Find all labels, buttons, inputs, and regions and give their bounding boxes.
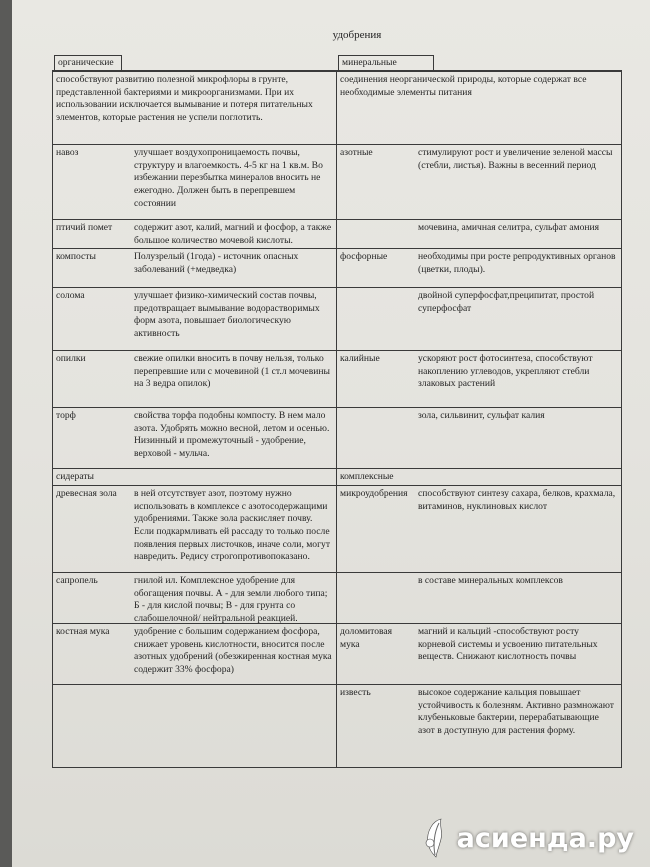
left-fertilizer-name: компосты bbox=[56, 251, 96, 263]
column-headers bbox=[52, 55, 622, 71]
left-fertilizer-name: древесная зола bbox=[56, 488, 117, 500]
right-fertilizer-description: магний и кальций -способствуют росту корневой системы и усвоению питательных веществ. Снижают кислотность почвы bbox=[418, 626, 598, 663]
mineral-header: минеральные bbox=[338, 55, 434, 71]
document-title: удобрения bbox=[332, 29, 382, 41]
left-fertilizer-name: сапропель bbox=[56, 575, 98, 587]
table-row bbox=[52, 685, 622, 768]
left-fertilizer-description: улучшает физико-химический состав почвы, предотвращает вымывание водорастворимых форм азота, повышает биологическую активность bbox=[134, 290, 320, 340]
left-fertilizer-name bbox=[53, 685, 131, 767]
left-fertilizer-description: удобрение с большим содержанием фосфора, снижает уровень кислотности, вносится после азотных удобрений (обезжиренная костная мука содержит 33% фосфора) bbox=[134, 626, 332, 676]
left-fertilizer-name: сидераты bbox=[56, 471, 94, 483]
right-fertilizer-description: зола, сильвинит, сульфат калия bbox=[418, 410, 545, 422]
right-fertilizer-name bbox=[337, 573, 415, 623]
right-fertilizer-description: в составе минеральных комплексов bbox=[418, 575, 563, 587]
right-fertilizer-name: азотные bbox=[340, 147, 373, 159]
left-fertilizer-name: опилки bbox=[56, 353, 86, 365]
table-row bbox=[52, 351, 622, 408]
right-fertilizer-description: необходимы при росте репродуктивных органов (цветки, плоды). bbox=[418, 251, 616, 275]
table-row bbox=[52, 288, 622, 351]
left-fertilizer-description: гнилой ил. Комплексное удобрение для обогащения почвы. А - для земли любого типа; Б - для кислой почвы; В - для грунта со слабошелочной/ нейтральной реакцией. bbox=[134, 575, 328, 625]
left-fertilizer-name: навоз bbox=[56, 147, 79, 159]
right-fertilizer-description: двойной суперфосфат,преципитат, простой суперфосфат bbox=[418, 290, 595, 314]
organic-header: органические bbox=[54, 55, 122, 71]
table-row bbox=[52, 408, 622, 469]
left-fertilizer-description: в ней отсутствует азот, поэтому нужно использовать в комплексе с азотосодержащими удобрениями. Также зола раскисляет почву. Если подкармливать ей рассаду то только после появления первых листочков, иначе соли, могут навредить. Редису строгопротивопоказано. bbox=[134, 488, 331, 563]
site-watermark bbox=[421, 817, 634, 859]
right-fertilizer-name: комплексные bbox=[340, 471, 394, 483]
left-fertilizer-name: торф bbox=[56, 410, 76, 422]
left-fertilizer-description: свойства торфа подобны компосту. В нем мало азота. Удобрять можно весной, летом и осенью. Низинный и промежуточный - удобрение, верховой - мульча. bbox=[134, 410, 330, 460]
left-fertilizer-description: содержит азот, калий, магний и фосфор, а также большое количество мочевой кислоты. bbox=[134, 222, 332, 246]
intro-row bbox=[52, 71, 622, 145]
table-row bbox=[52, 573, 622, 624]
paper-sheet bbox=[12, 0, 650, 867]
right-fertilizer-name bbox=[337, 408, 415, 468]
right-fertilizer-description: способствуют синтезу сахара, белков, крахмала, витаминов, нуклиновых кислот bbox=[418, 488, 616, 512]
fertilizer-table bbox=[52, 70, 622, 768]
left-fertilizer-description bbox=[131, 685, 336, 767]
right-fertilizer-name bbox=[337, 220, 415, 248]
left-fertilizer-description: улучшает воздухопроницаемость почвы, структуру и влагоемкость. 4-5 кг на 1 кв.м. Во избежании перезбытка минералов вносить не ежегодно. Должен быть в перепревшем состоянии bbox=[134, 147, 323, 209]
table-row bbox=[52, 145, 622, 220]
left-fertilizer-description bbox=[131, 469, 336, 485]
table-row bbox=[52, 486, 622, 573]
right-fertilizer-name: доломитовая мука bbox=[340, 626, 393, 650]
table-row bbox=[52, 469, 622, 486]
right-fertilizer-name: известь bbox=[340, 687, 371, 699]
document bbox=[52, 28, 622, 768]
left-fertilizer-description: свежие опилки вносить в почву нельзя, только перепревшие или с мочевиной (1 ст.л мочевины на 3 ведра опилок) bbox=[134, 353, 330, 390]
mineral-intro: соединения неорганической природы, которые содержат все необходимые элементы питания bbox=[340, 74, 587, 98]
right-fertilizer-description: высокое содержание кальция повышает устойчивость к болезням. Активно размножают клубеньковые бактерии, перерабатывающие азот в доступную для растения форму. bbox=[418, 687, 614, 737]
left-fertilizer-name: солома bbox=[56, 290, 85, 302]
left-fertilizer-name: птичий помет bbox=[56, 222, 113, 234]
right-fertilizer-name bbox=[337, 288, 415, 350]
right-fertilizer-description bbox=[415, 469, 621, 485]
watermark-text: асиенда.ру bbox=[456, 822, 634, 854]
organic-intro: способствуют развитию полезной микрофлоры в грунте, представленной бактериями и микроорганизмами. При их использовании исключается вымывание и потеря питательных элементов, которые растения не успели поглотить. bbox=[56, 74, 313, 124]
table-row bbox=[52, 249, 622, 288]
left-fertilizer-name: костная мука bbox=[56, 626, 110, 638]
right-fertilizer-name: фосфорные bbox=[340, 251, 388, 263]
left-fertilizer-description: Полузрелый (1года) - источник опасных заболеваний (+медведка) bbox=[134, 251, 299, 275]
right-fertilizer-name: калийные bbox=[340, 353, 380, 365]
table-row bbox=[52, 220, 622, 249]
right-fertilizer-description: ускоряют рост фотосинтеза, способствуют накоплению углеводов, укрепляют стебли злаковых растений bbox=[418, 353, 593, 390]
table-row bbox=[52, 624, 622, 685]
right-fertilizer-name: микроудобрения bbox=[340, 488, 408, 500]
leaf-logo-icon bbox=[421, 817, 451, 859]
right-fertilizer-description: мочевина, амичная селитра, сульфат амония bbox=[418, 222, 600, 234]
right-fertilizer-description: стимулируют рост и увеличение зеленой массы (стебли, листья). Важны в весенний период bbox=[418, 147, 613, 171]
